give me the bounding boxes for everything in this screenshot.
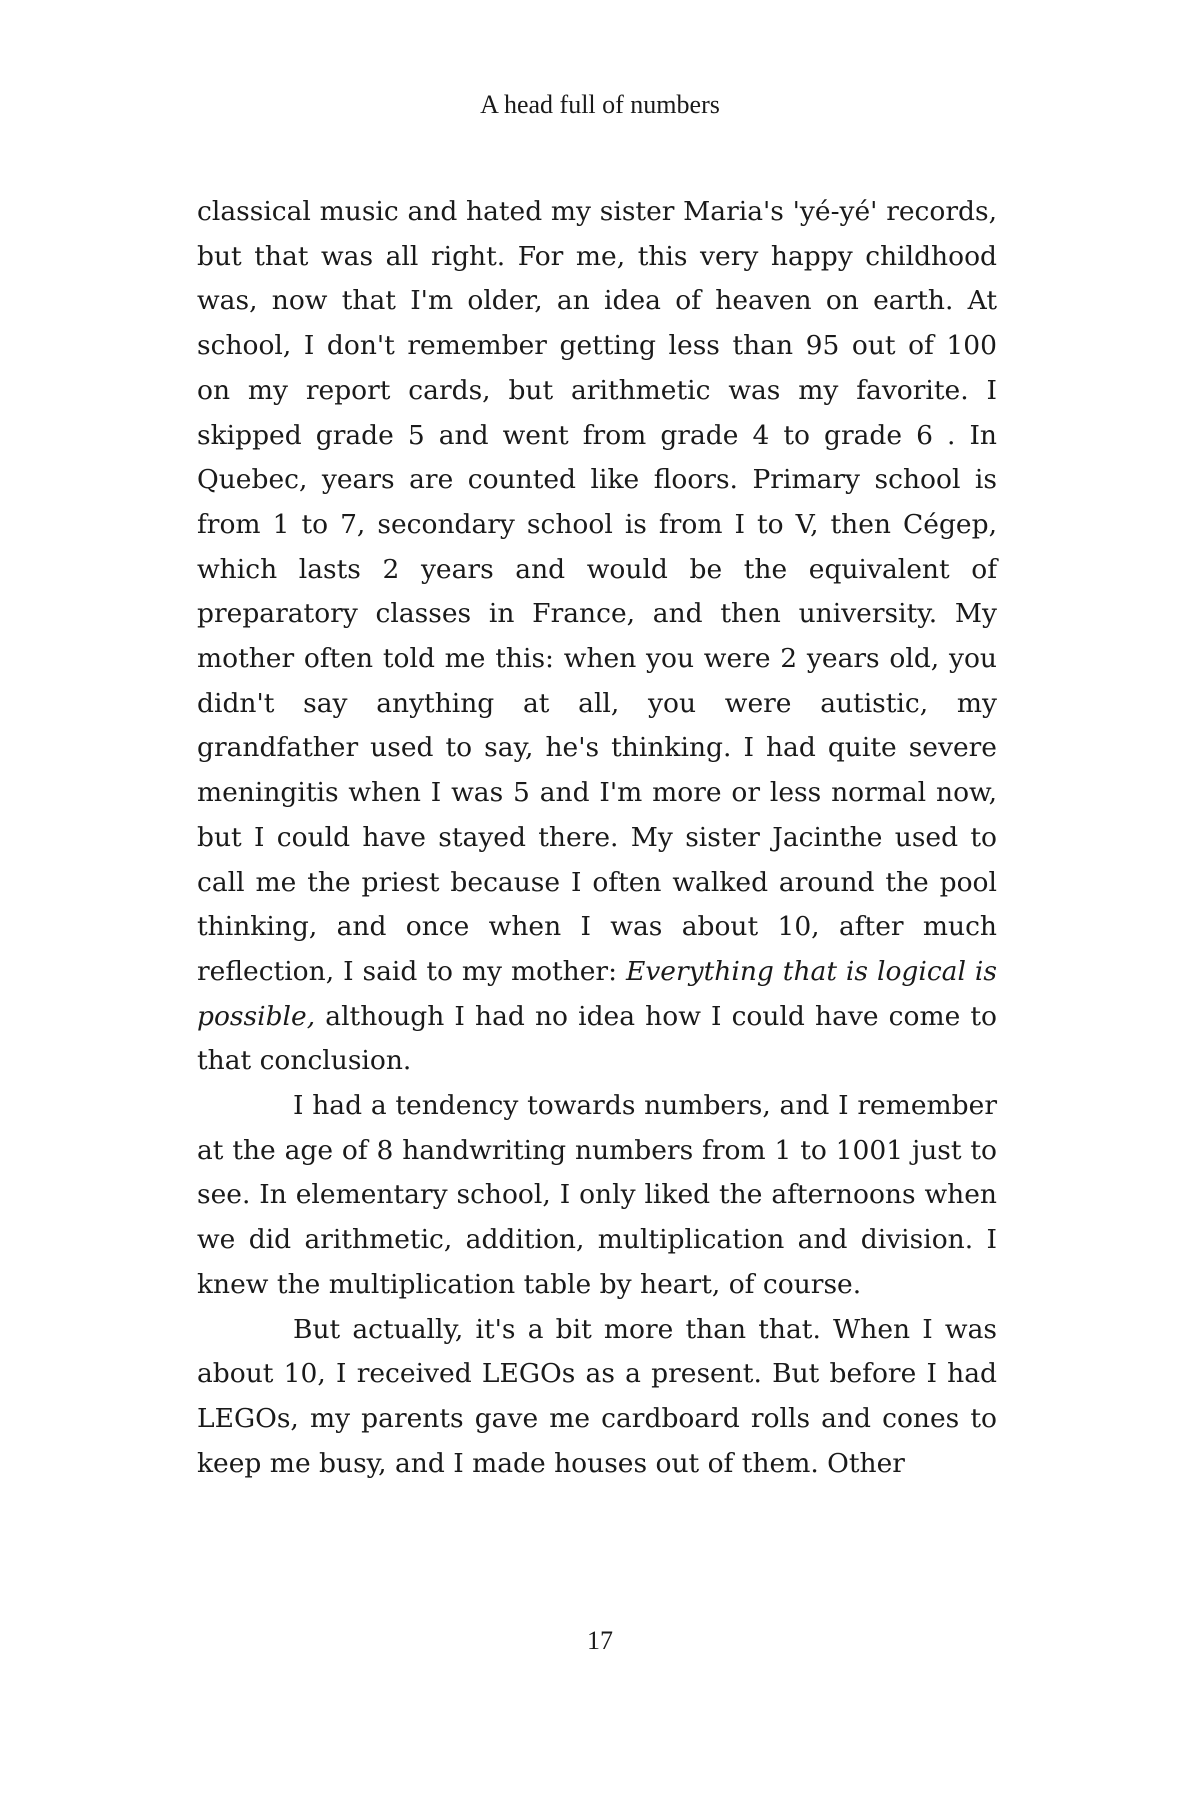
running-head: A head full of numbers	[480, 90, 720, 119]
page-body	[197, 190, 997, 1486]
paragraph-1	[197, 190, 997, 1084]
paragraph-1-text-a: classical music and hated my sister Maria's 'yé-yé' records, but that was all right. For me, this very happy childhood was, now that I'm older, an idea of heaven on earth. At school, I don't remember getting less than 95 out of 100 on my report cards, but arithmetic was my favorite. I skipped grade 5 and went from grade 4 to grade 6 . In Quebec, years are counted like floors. Primary school is from 1 to 7, secondary school is from I to V, then Cégep, which lasts 2 years and would be the equivalent of preparatory classes in France, and then university. My mother often told me this: when you were 2 years old, you didn't say anything at all, you were autistic, my grandfather used to say, he's thinking. I had quite severe meningitis when I was 5 and I'm more or less normal now, but I could have stayed there. My sister Jacinthe used to call me the priest because I often walked around the pool thinking, and once when I was about 10, after much reflection, I said to my mother:	[197, 196, 997, 987]
paragraph-3: But actually, it's a bit more than that. When I was about 10, I received LEGOs as a present. But before I had LEGOs, my parents gave me cardboard rolls and cones to keep me busy, and I made houses out of them. Other	[197, 1313, 997, 1479]
italic-quote: Everything that is logical is possible,	[197, 955, 997, 1032]
paragraph-1-text-b: although I had no idea how I could have come to that conclusion.	[197, 1000, 997, 1077]
page-number: 17	[587, 1626, 613, 1655]
paragraph-2: I had a tendency towards numbers, and I remember at the age of 8 handwriting numbers from 1 to 1001 just to see. In elementary school, I only liked the afternoons when we did arithmetic, addition, multiplication and division. I knew the multiplication table by heart, of course.	[197, 1090, 997, 1300]
